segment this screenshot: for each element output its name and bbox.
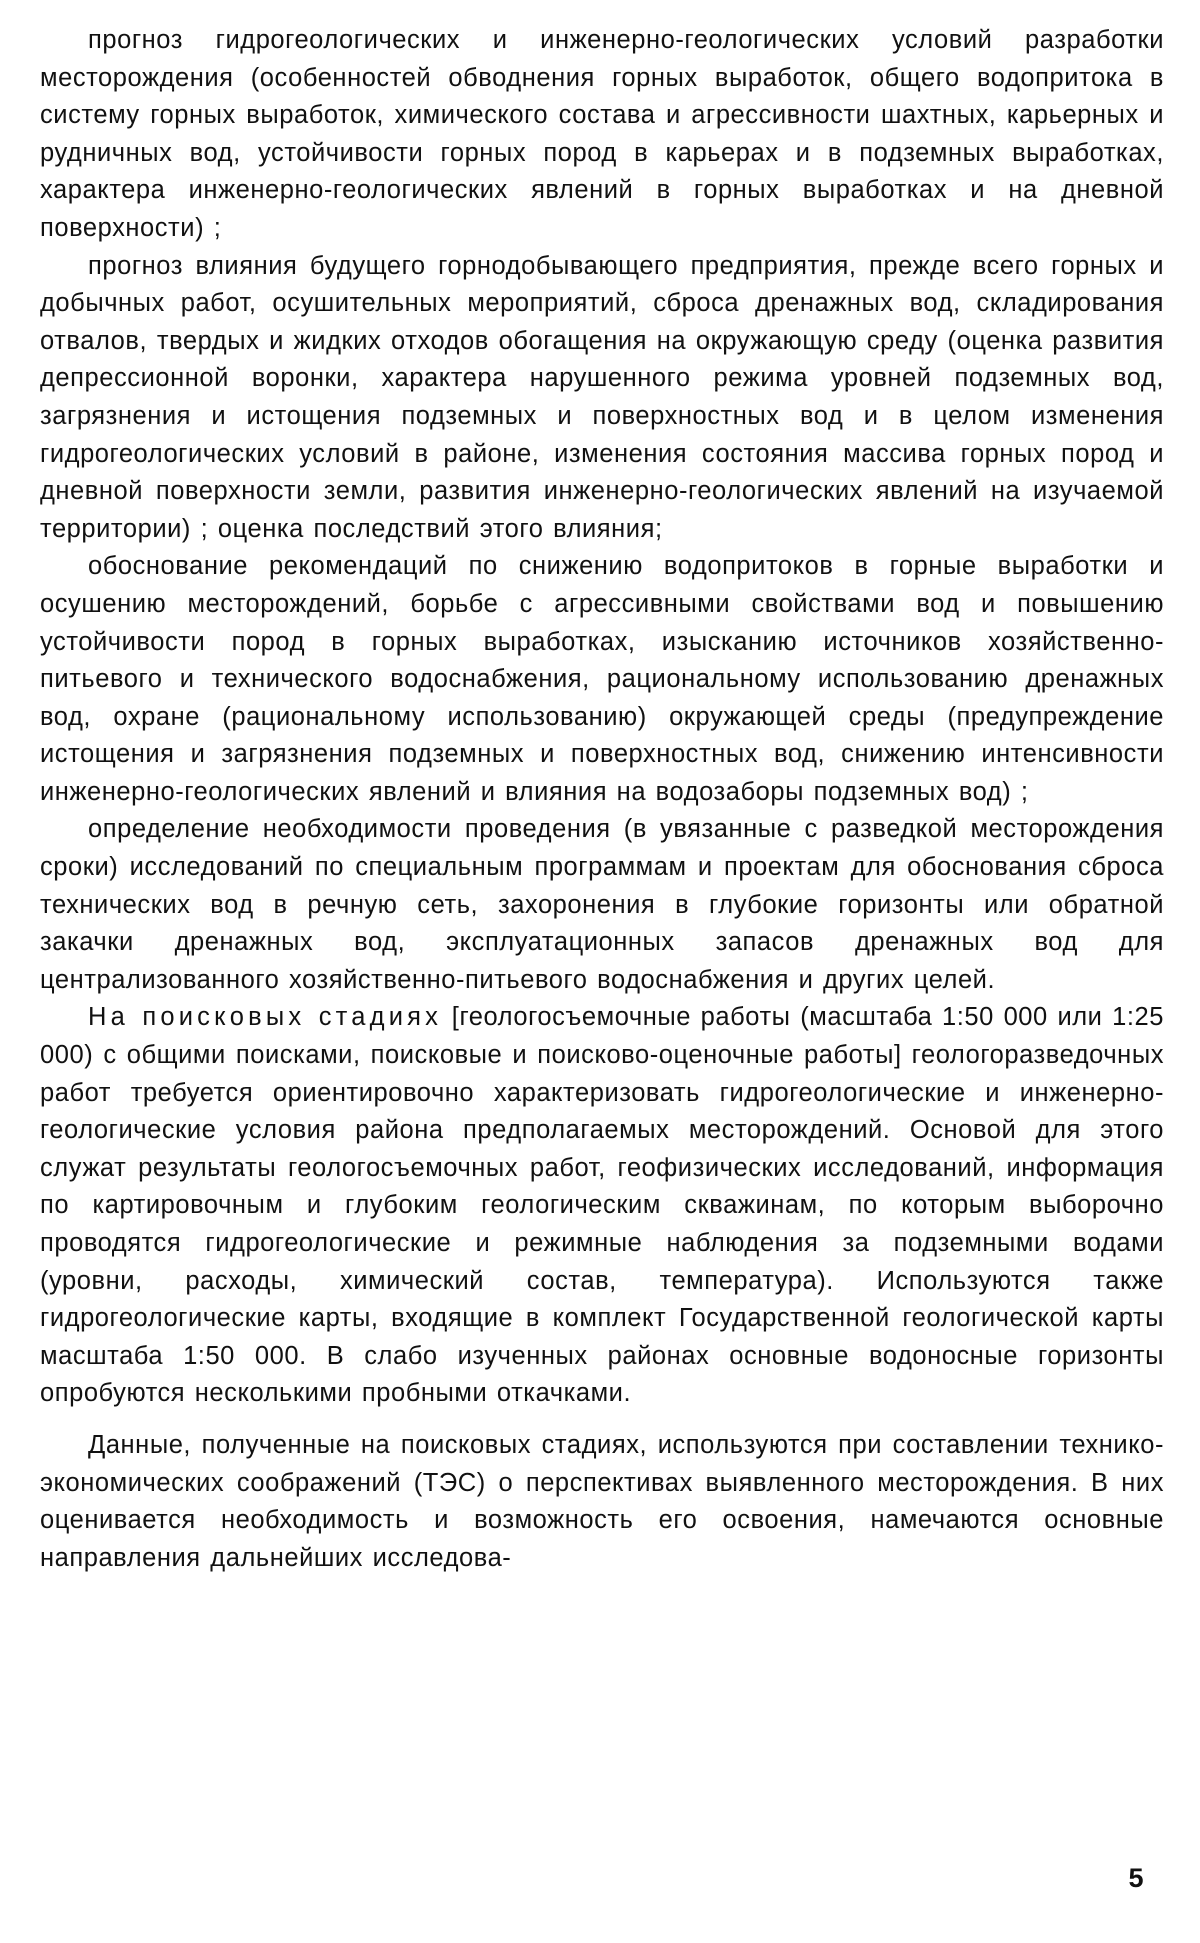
page-number: 5	[1128, 1863, 1144, 1893]
paragraph-5	[40, 999, 1164, 1413]
paragraph-6-text: Данные, полученные на поисковых стадиях, используются при составлении технико-экономических соображений (ТЭС) о перспективах выявленного месторождения. В них оценивается необходимость и возможность его освоения, намечаются основные направления дальнейших исследова-	[40, 1430, 1164, 1572]
paragraph-2	[40, 248, 1164, 549]
body-text	[40, 22, 1164, 1577]
paragraph-5-lead: На поисковых стадиях	[88, 1003, 443, 1032]
paragraph-3	[40, 548, 1164, 811]
paragraph-3-text: обоснование рекомендаций по снижению водопритоков в горные выработки и осушению месторождений, борьбе с агрессивными свойствами вод и повышению устойчивости пород в горных выработках, изысканию источников хозяйственно-питьевого и технического водоснабжения, рациональному использованию дренажных вод, охране (рациональному использованию) окружающей среды (предупреждение истощения и загрязнения подземных и поверхностных вод, снижению интенсивности инженерно-геологических явлений и влияния на водозаборы подземных вод) ;	[40, 552, 1164, 806]
paragraph-2-text: прогноз влияния будущего горнодобывающего предприятия, прежде всего горных и добычных работ, осушительных мероприятий, сброса дренажных вод, складирования отвалов, твердых и жидких отходов обогащения на окружающую среду (оценка развития депрессионной воронки, характера нарушенного режима уровней подземных вод, загрязнения и истощения подземных и поверхностных вод и в целом изменения гидрогеологических условий в районе, изменения состояния массива горных пород и дневной поверхности земли, развития инженерно-геологических явлений на изучаемой территории) ; оценка последствий этого влияния;	[40, 251, 1164, 543]
paragraph-1-text: прогноз гидрогеологических и инженерно-геологических условий разработки месторождения (особенностей обводнения горных выработок, общего водопритока в систему горных выработок, химического состава и агрессивности шахтных, карьерных и рудничных вод, устойчивости горных пород в карьерах и в подземных выработках, характера инженерно-геологических явлений в горных выработках и на дневной поверхности) ;	[40, 26, 1164, 242]
paragraph-5-text: [геологосъемочные работы (масштаба 1:50 000 или 1:25 000) с общими поисками, поисковые и поисково-оценочные работы] геологоразведочных работ требуется ориентировочно характеризовать гидрогеологические и инженерно-геологические условия района предполагаемых месторождений. Основой для этого служат результаты геологосъемочных работ, геофизических исследований, информация по картировочным и глубоким геологическим скважинам, по которым выборочно проводятся гидрогеологические и режимные наблюдения за подземными водами (уровни, расходы, химический состав, температура). Используются также гидрогеологические карты, входящие в комплект Государственной геологической карты масштаба 1:50 000. В слабо изученных районах основные водоносные горизонты опробуются несколькими пробными откачками.	[40, 1003, 1164, 1408]
paragraph-6	[40, 1427, 1164, 1577]
paragraph-4	[40, 811, 1164, 999]
paragraph-4-text: определение необходимости проведения (в увязанные с разведкой месторождения сроки) исследований по специальным программам и проектам для обоснования сброса технических вод в речную сеть, захоронения в глубокие горизонты или обратной закачки дренажных вод, эксплуатационных запасов дренажных вод для централизованного хозяйственно-питьевого водоснабжения и других целей.	[40, 815, 1164, 994]
paragraph-1	[40, 22, 1164, 248]
document-page	[40, 22, 1164, 1922]
